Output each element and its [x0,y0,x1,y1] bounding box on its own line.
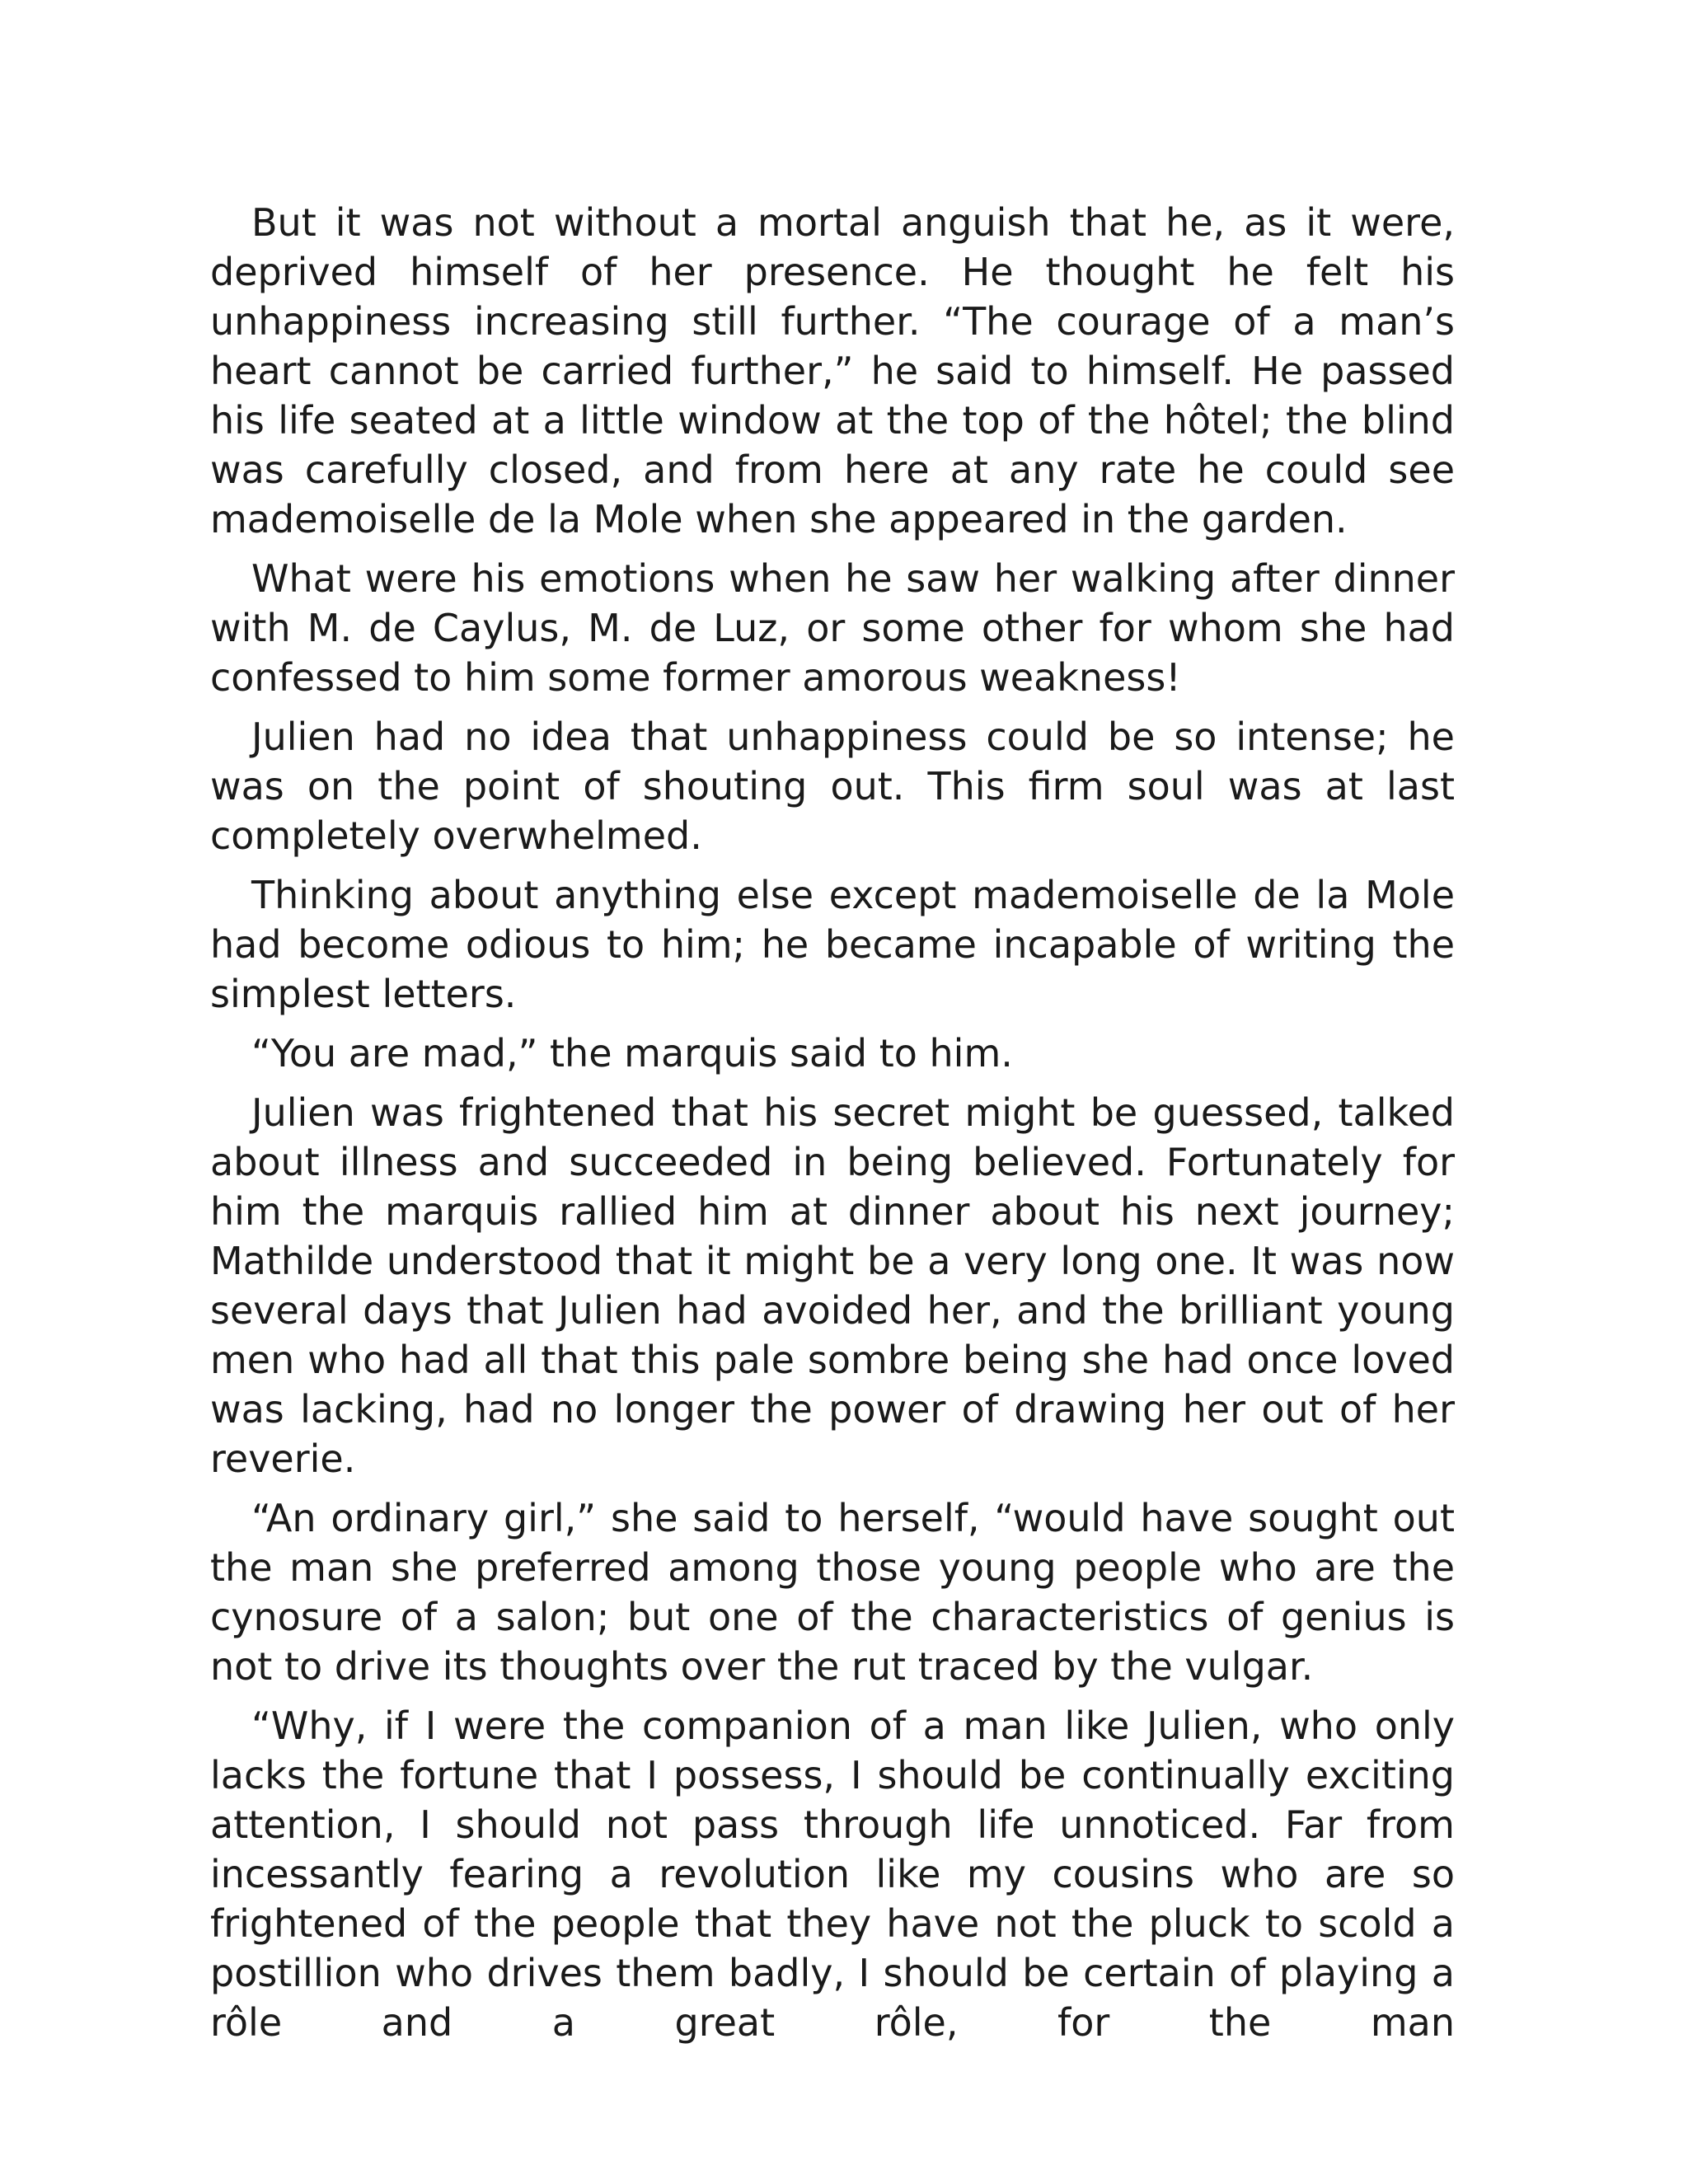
page-body [210,198,1455,2047]
paragraph: “You are mad,” the marquis said to him. [251,1031,1013,1076]
paragraph: Julien had no idea that unhappiness could be so intense; he was on the point of shouting out. This firm soul was at last completely overwhelmed. [210,715,1455,858]
paragraph: “An ordinary girl,” she said to herself, “would have sought out the man she preferred among those young people who are the cynosure of a salon; but one of the characteristics of genius is not to drive its thoughts over the rut traced by the vulgar. [210,1496,1455,1689]
paragraph: “Why, if I were the companion of a man like Julien, who only lacks the fortune that I possess, I should be continually exciting attention, I should not pass through life unnoticed. Far from incessantly fearing a revolution like my cousins who are so frightened of the people that they have not the pluck to scold a postillion who drives them badly, I should be certain of playing a rôle and a great rôle, for the man [210,1704,1455,2045]
paragraph: Thinking about anything else except mademoiselle de la Mole had become odious to him; he became incapable of writing the simplest letters. [210,873,1455,1016]
paragraph: What were his emotions when he saw her walking after dinner with M. de Caylus, M. de Luz, or some other for whom she had confessed to him some former amorous weakness! [210,556,1455,700]
paragraph: Julien was frightened that his secret might be guessed, talked about illness and succeeded in being believed. Fortunately for him the marquis rallied him at dinner about his next journey; Mathilde understood that it might be a very long one. It was now several days that Julien had avoided her, and the brilliant young men who had all that this pale sombre being she had once loved was lacking, had no longer the power of drawing her out of her reverie. [210,1090,1455,1481]
paragraph: But it was not without a mortal anguish that he, as it were, deprived himself of her presence. He thought he felt his unhappiness increasing still further. “The courage of a man’s heart cannot be carried further,” he said to himself. He passed his life seated at a little window at the top of the hôtel; the blind was carefully closed, and from here at any rate he could see mademoiselle de la Mole when she appeared in the garden. [210,200,1455,541]
